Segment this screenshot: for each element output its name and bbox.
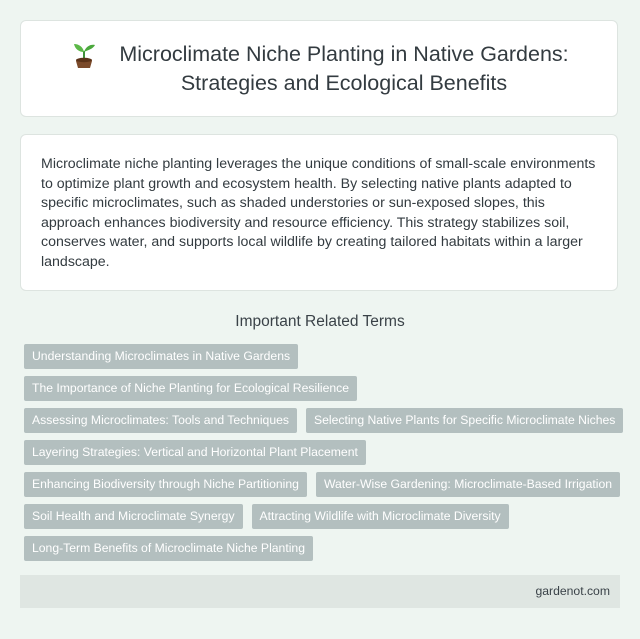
term-row	[24, 408, 624, 433]
footer-site-link[interactable]: gardenot.com	[535, 584, 610, 598]
summary-text: Microclimate niche planting leverages the unique conditions of small-scale environments to optimize plant growth and ecosystem health. By selecting native plants adapted to specific microclimates, such as shaded understories or sun-exposed slopes, this approach enhances biodiversity and resource efficiency. This strategy stabilizes soil, conserves water, and supports local wildlife by creating tailored habitats within a larger landscape.	[41, 156, 596, 270]
term-chip[interactable]: Assessing Microclimates: Tools and Techniques	[24, 408, 297, 433]
term-chip[interactable]: Long-Term Benefits of Microclimate Niche Planting	[24, 536, 313, 561]
term-row	[24, 536, 624, 561]
page-title-line-2: Strategies and Ecological Benefits	[180, 70, 508, 95]
title-block	[69, 40, 568, 98]
page-title	[119, 40, 568, 98]
seedling-icon	[69, 41, 99, 71]
title-card	[20, 20, 618, 117]
term-row	[24, 376, 624, 401]
footer	[20, 575, 620, 608]
related-terms-heading: Important Related Terms	[235, 313, 405, 330]
term-chip[interactable]: The Importance of Niche Planting for Ecological Resilience	[24, 376, 357, 401]
related-terms-list	[24, 344, 624, 568]
term-row	[24, 504, 624, 529]
term-row	[24, 344, 624, 369]
term-chip[interactable]: Soil Health and Microclimate Synergy	[24, 504, 243, 529]
term-row	[24, 440, 624, 465]
term-chip[interactable]: Understanding Microclimates in Native Gardens	[24, 344, 298, 369]
term-row	[24, 472, 624, 497]
term-chip[interactable]: Water-Wise Gardening: Microclimate-Based Irrigation	[316, 472, 620, 497]
page-title-line-1: Microclimate Niche Planting in Native Gardens:	[119, 41, 569, 66]
term-chip[interactable]: Selecting Native Plants for Specific Microclimate Niches	[306, 408, 623, 433]
term-chip[interactable]: Attracting Wildlife with Microclimate Diversity	[252, 504, 509, 529]
summary-card	[20, 134, 618, 291]
term-chip[interactable]: Enhancing Biodiversity through Niche Partitioning	[24, 472, 307, 497]
term-chip[interactable]: Layering Strategies: Vertical and Horizontal Plant Placement	[24, 440, 366, 465]
